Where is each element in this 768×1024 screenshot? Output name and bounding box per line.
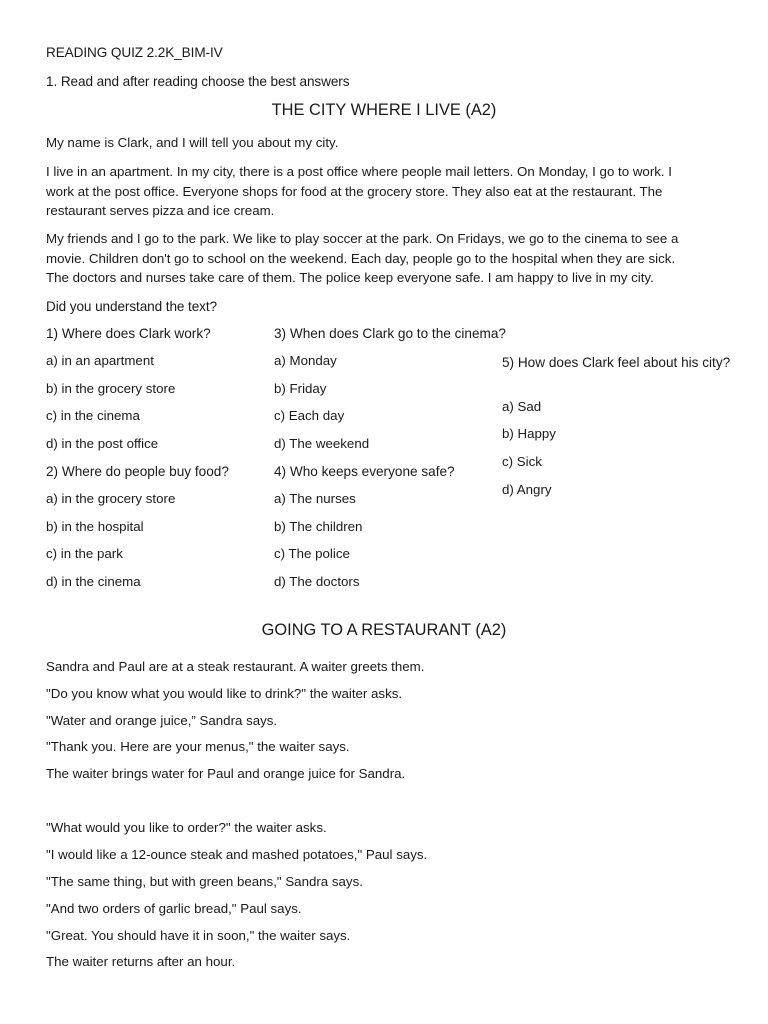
paragraph-city-2 bbox=[46, 229, 730, 288]
paragraph-intro: My name is Clark, and I will tell you about my city. bbox=[46, 135, 339, 150]
q3-option-a[interactable]: a) Monday bbox=[274, 353, 337, 368]
q1-option-d[interactable]: d) in the post office bbox=[46, 436, 159, 451]
story-line: "And two orders of garlic bread," Paul says. bbox=[46, 901, 302, 916]
instruction: 1. Read and after reading choose the best answers bbox=[46, 74, 350, 89]
q5-option-a[interactable]: a) Sad bbox=[502, 399, 542, 414]
story-line: "Thank you. Here are your menus," the waiter says. bbox=[46, 739, 350, 754]
q1-option-b[interactable]: b) in the grocery store bbox=[46, 381, 176, 396]
q2-option-c[interactable]: c) in the park bbox=[46, 546, 123, 561]
quiz-title: READING QUIZ 2.2K_BIM-IV bbox=[46, 45, 223, 60]
q5-option-b[interactable]: b) Happy bbox=[502, 426, 556, 441]
q3-option-b[interactable]: b) Friday bbox=[274, 381, 327, 396]
q2-option-b[interactable]: b) in the hospital bbox=[46, 519, 144, 534]
q5-option-c[interactable]: c) Sick bbox=[502, 454, 542, 469]
q4-option-b[interactable]: b) The children bbox=[274, 519, 363, 534]
q1-option-c[interactable]: c) in the cinema bbox=[46, 408, 140, 423]
q4-option-a[interactable]: a) The nurses bbox=[274, 491, 356, 506]
story-line: "I would like a 12-ounce steak and mashed potatoes," Paul says. bbox=[46, 847, 428, 862]
question-5: 5) How does Clark feel about his city? bbox=[502, 355, 731, 370]
q3-option-c[interactable]: c) Each day bbox=[274, 408, 345, 423]
text-line: work at the post office. Everyone shops for food at the grocery store. They also eat at the restaurant. The bbox=[46, 183, 663, 199]
q1-option-a[interactable]: a) in an apartment bbox=[46, 353, 154, 368]
q2-option-a[interactable]: a) in the grocery store bbox=[46, 491, 176, 506]
story-line: "Water and orange juice,” Sandra says. bbox=[46, 713, 278, 728]
paragraph-city-1 bbox=[46, 162, 730, 221]
question-1: 1) Where does Clark work? bbox=[46, 326, 211, 341]
story-line: "The same thing, but with green beans," Sandra says. bbox=[46, 874, 363, 889]
story-line: "Great. You should have it in soon," the waiter says. bbox=[46, 928, 351, 943]
q5-option-d[interactable]: d) Angry bbox=[502, 482, 552, 497]
text-line: I live in an apartment. In my city, there is a post office where people mail letters. On Monday, I go to work. I bbox=[46, 164, 672, 179]
question-3: 3) When does Clark go to the cinema? bbox=[274, 326, 506, 341]
text-line: The doctors and nurses take care of them. The police keep everyone safe. I am happy to live in my city. bbox=[46, 270, 654, 285]
q4-option-d[interactable]: d) The doctors bbox=[274, 574, 360, 589]
q4-option-c[interactable]: c) The police bbox=[274, 546, 350, 561]
section-title-city: THE CITY WHERE I LIVE (A2) bbox=[271, 101, 497, 119]
q2-option-d[interactable]: d) in the cinema bbox=[46, 574, 141, 589]
text-line: My friends and I go to the park. We like to play soccer at the park. On Fridays, we go to the cinema to see a bbox=[46, 231, 679, 246]
question-4: 4) Who keeps everyone safe? bbox=[274, 464, 455, 479]
comprehension-prompt: Did you understand the text? bbox=[46, 299, 218, 314]
text-line: movie. Children don't go to school on the weekend. Each day, people go to the hospital when they are sick. bbox=[46, 250, 676, 266]
story-line: "Do you know what you would like to drink?" the waiter asks. bbox=[46, 686, 403, 701]
question-2: 2) Where do people buy food? bbox=[46, 464, 229, 479]
story-line: "What would you like to order?" the waiter asks. bbox=[46, 820, 327, 835]
section-title-restaurant: GOING TO A RESTAURANT (A2) bbox=[261, 621, 507, 639]
text-line: restaurant serves pizza and ice cream. bbox=[46, 203, 275, 218]
story-line: The waiter brings water for Paul and orange juice for Sandra. bbox=[46, 766, 406, 781]
q3-option-d[interactable]: d) The weekend bbox=[274, 436, 370, 451]
story-line: The waiter returns after an hour. bbox=[46, 954, 236, 969]
story-line: Sandra and Paul are at a steak restaurant. A waiter greets them. bbox=[46, 659, 425, 674]
